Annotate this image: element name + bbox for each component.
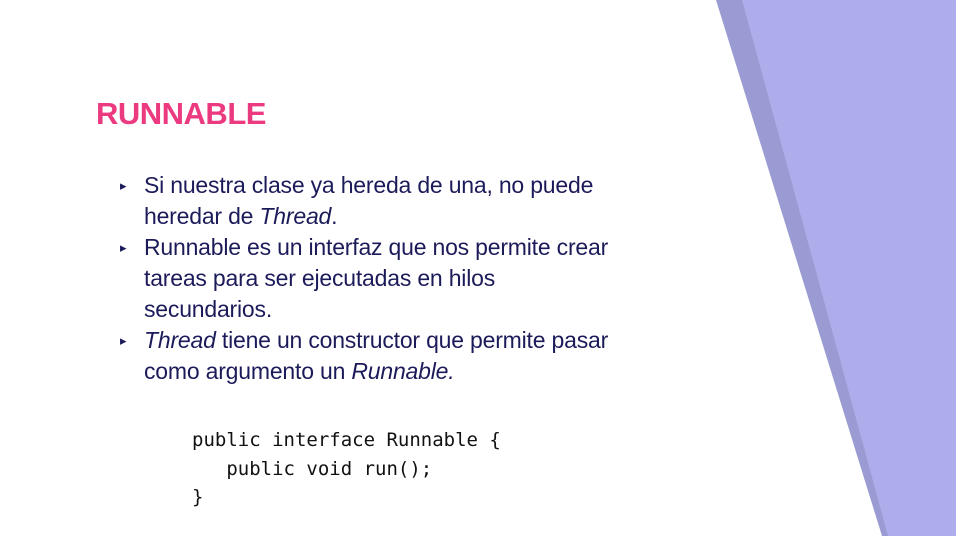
bullet-item	[120, 232, 620, 325]
deco-panel-light	[742, 0, 956, 536]
code-line: }	[192, 486, 204, 508]
bullet-text: Si nuestra clase ya hereda de una, no puede heredar de	[144, 172, 594, 229]
slide-title: RUNNABLE	[96, 96, 266, 131]
code-block	[192, 426, 501, 512]
code-line: public void run();	[192, 457, 433, 480]
bullet-marker-icon: ▸	[120, 178, 127, 193]
bullet-marker-icon: ▸	[120, 240, 127, 255]
bullet-list	[120, 170, 620, 387]
bullet-text: tiene un constructor que permite pasar como argumento un	[144, 327, 609, 384]
bullet-text: .	[331, 203, 338, 229]
bullet-text-italic: Runnable.	[351, 358, 455, 384]
bullet-text-italic: Thread	[144, 327, 216, 353]
bullet-item	[120, 325, 620, 387]
bullet-text: Runnable es un interfaz que nos permite crear tareas para ser ejecutadas en hilos secundarios.	[144, 234, 609, 322]
code-line: public interface Runnable {	[192, 429, 501, 451]
bullet-text-italic: Thread	[259, 203, 332, 229]
bullet-item	[120, 170, 620, 232]
bullet-marker-icon: ▸	[120, 333, 127, 348]
